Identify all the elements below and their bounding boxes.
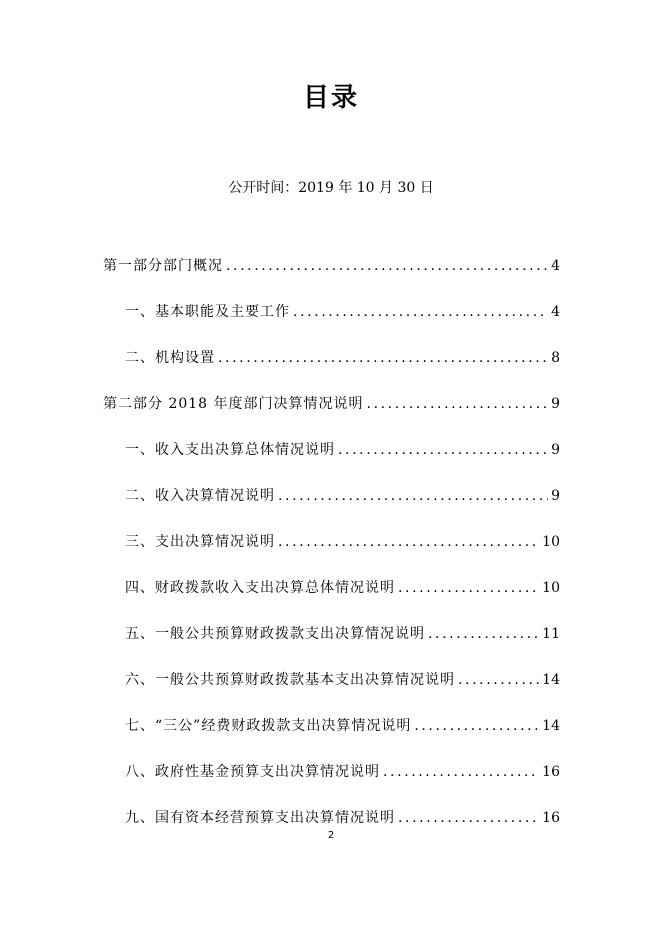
toc-entry[interactable]	[125, 302, 560, 322]
toc-page-number: 8	[551, 350, 560, 366]
toc-entry-label: 四、财政拨款收入支出决算总体情况说明	[125, 580, 395, 596]
toc-page-number: 16	[542, 764, 560, 780]
toc-entry-label: 二、机构设置	[125, 350, 215, 366]
toc-page-number: 14	[542, 672, 560, 688]
toc-dot-leader	[383, 762, 539, 782]
toc-entry[interactable]	[125, 578, 560, 598]
page-number-footer: 2	[327, 830, 335, 841]
toc-page-number: 11	[542, 626, 560, 642]
toc-page-number: 4	[551, 304, 560, 320]
toc-entry-label: 七、“三公”经费财政拨款支出决算情况说明	[125, 718, 412, 734]
toc-entry[interactable]	[125, 348, 560, 368]
page-title: 目录	[302, 83, 359, 113]
toc-dot-leader	[458, 670, 539, 690]
toc-entry-label: 第一部分部门概况	[103, 258, 223, 274]
toc-entry[interactable]	[125, 486, 560, 506]
toc-dot-leader	[278, 486, 548, 506]
toc-entry[interactable]	[125, 808, 560, 828]
toc-dot-leader	[367, 394, 549, 414]
toc-page-number: 9	[551, 396, 560, 412]
toc-entry-label: 九、国有资本经营预算支出决算情况说明	[125, 810, 395, 826]
toc-entry[interactable]	[125, 532, 560, 552]
toc-page-number: 4	[551, 258, 560, 274]
toc-entry-label: 二、收入决算情况说明	[125, 488, 275, 504]
toc-page-number: 16	[542, 810, 560, 826]
toc-page-number: 10	[542, 534, 560, 550]
toc-dot-leader	[414, 716, 539, 736]
toc-entry-label: 一、收入支出决算总体情况说明	[125, 442, 335, 458]
toc-dot-leader	[218, 348, 548, 368]
toc-entry[interactable]	[125, 716, 560, 736]
toc-entry[interactable]	[125, 762, 560, 782]
toc-entry-label: 三、支出决算情况说明	[125, 534, 275, 550]
toc-page-number: 10	[542, 580, 560, 596]
toc-page-number: 9	[551, 488, 560, 504]
toc-dot-leader	[398, 578, 539, 598]
toc-dot-leader	[428, 624, 539, 644]
toc-dot-leader	[398, 808, 539, 828]
toc-entry-label: 六、一般公共预算财政拨款基本支出决算情况说明	[125, 672, 455, 688]
toc-dot-leader	[226, 256, 548, 276]
toc-entry[interactable]	[103, 394, 560, 414]
toc-dot-leader	[278, 532, 539, 552]
toc-entry-label: 八、政府性基金预算支出决算情况说明	[125, 764, 380, 780]
toc-dot-leader	[338, 440, 548, 460]
publish-date: 公开时间：2019 年 10 月 30 日	[228, 180, 434, 196]
toc-dot-leader	[293, 302, 548, 322]
toc-entry-label: 一、基本职能及主要工作	[125, 304, 290, 320]
toc-entry[interactable]	[103, 256, 560, 276]
toc-entry-label: 第二部分 2018 年度部门决算情况说明	[103, 396, 364, 412]
toc-entry-label: 五、一般公共预算财政拨款支出决算情况说明	[125, 626, 425, 642]
toc-page-number: 9	[551, 442, 560, 458]
toc-entry[interactable]	[125, 440, 560, 460]
toc-entry[interactable]	[125, 624, 560, 644]
toc-entry[interactable]	[125, 670, 560, 690]
toc-page-number: 14	[542, 718, 560, 734]
